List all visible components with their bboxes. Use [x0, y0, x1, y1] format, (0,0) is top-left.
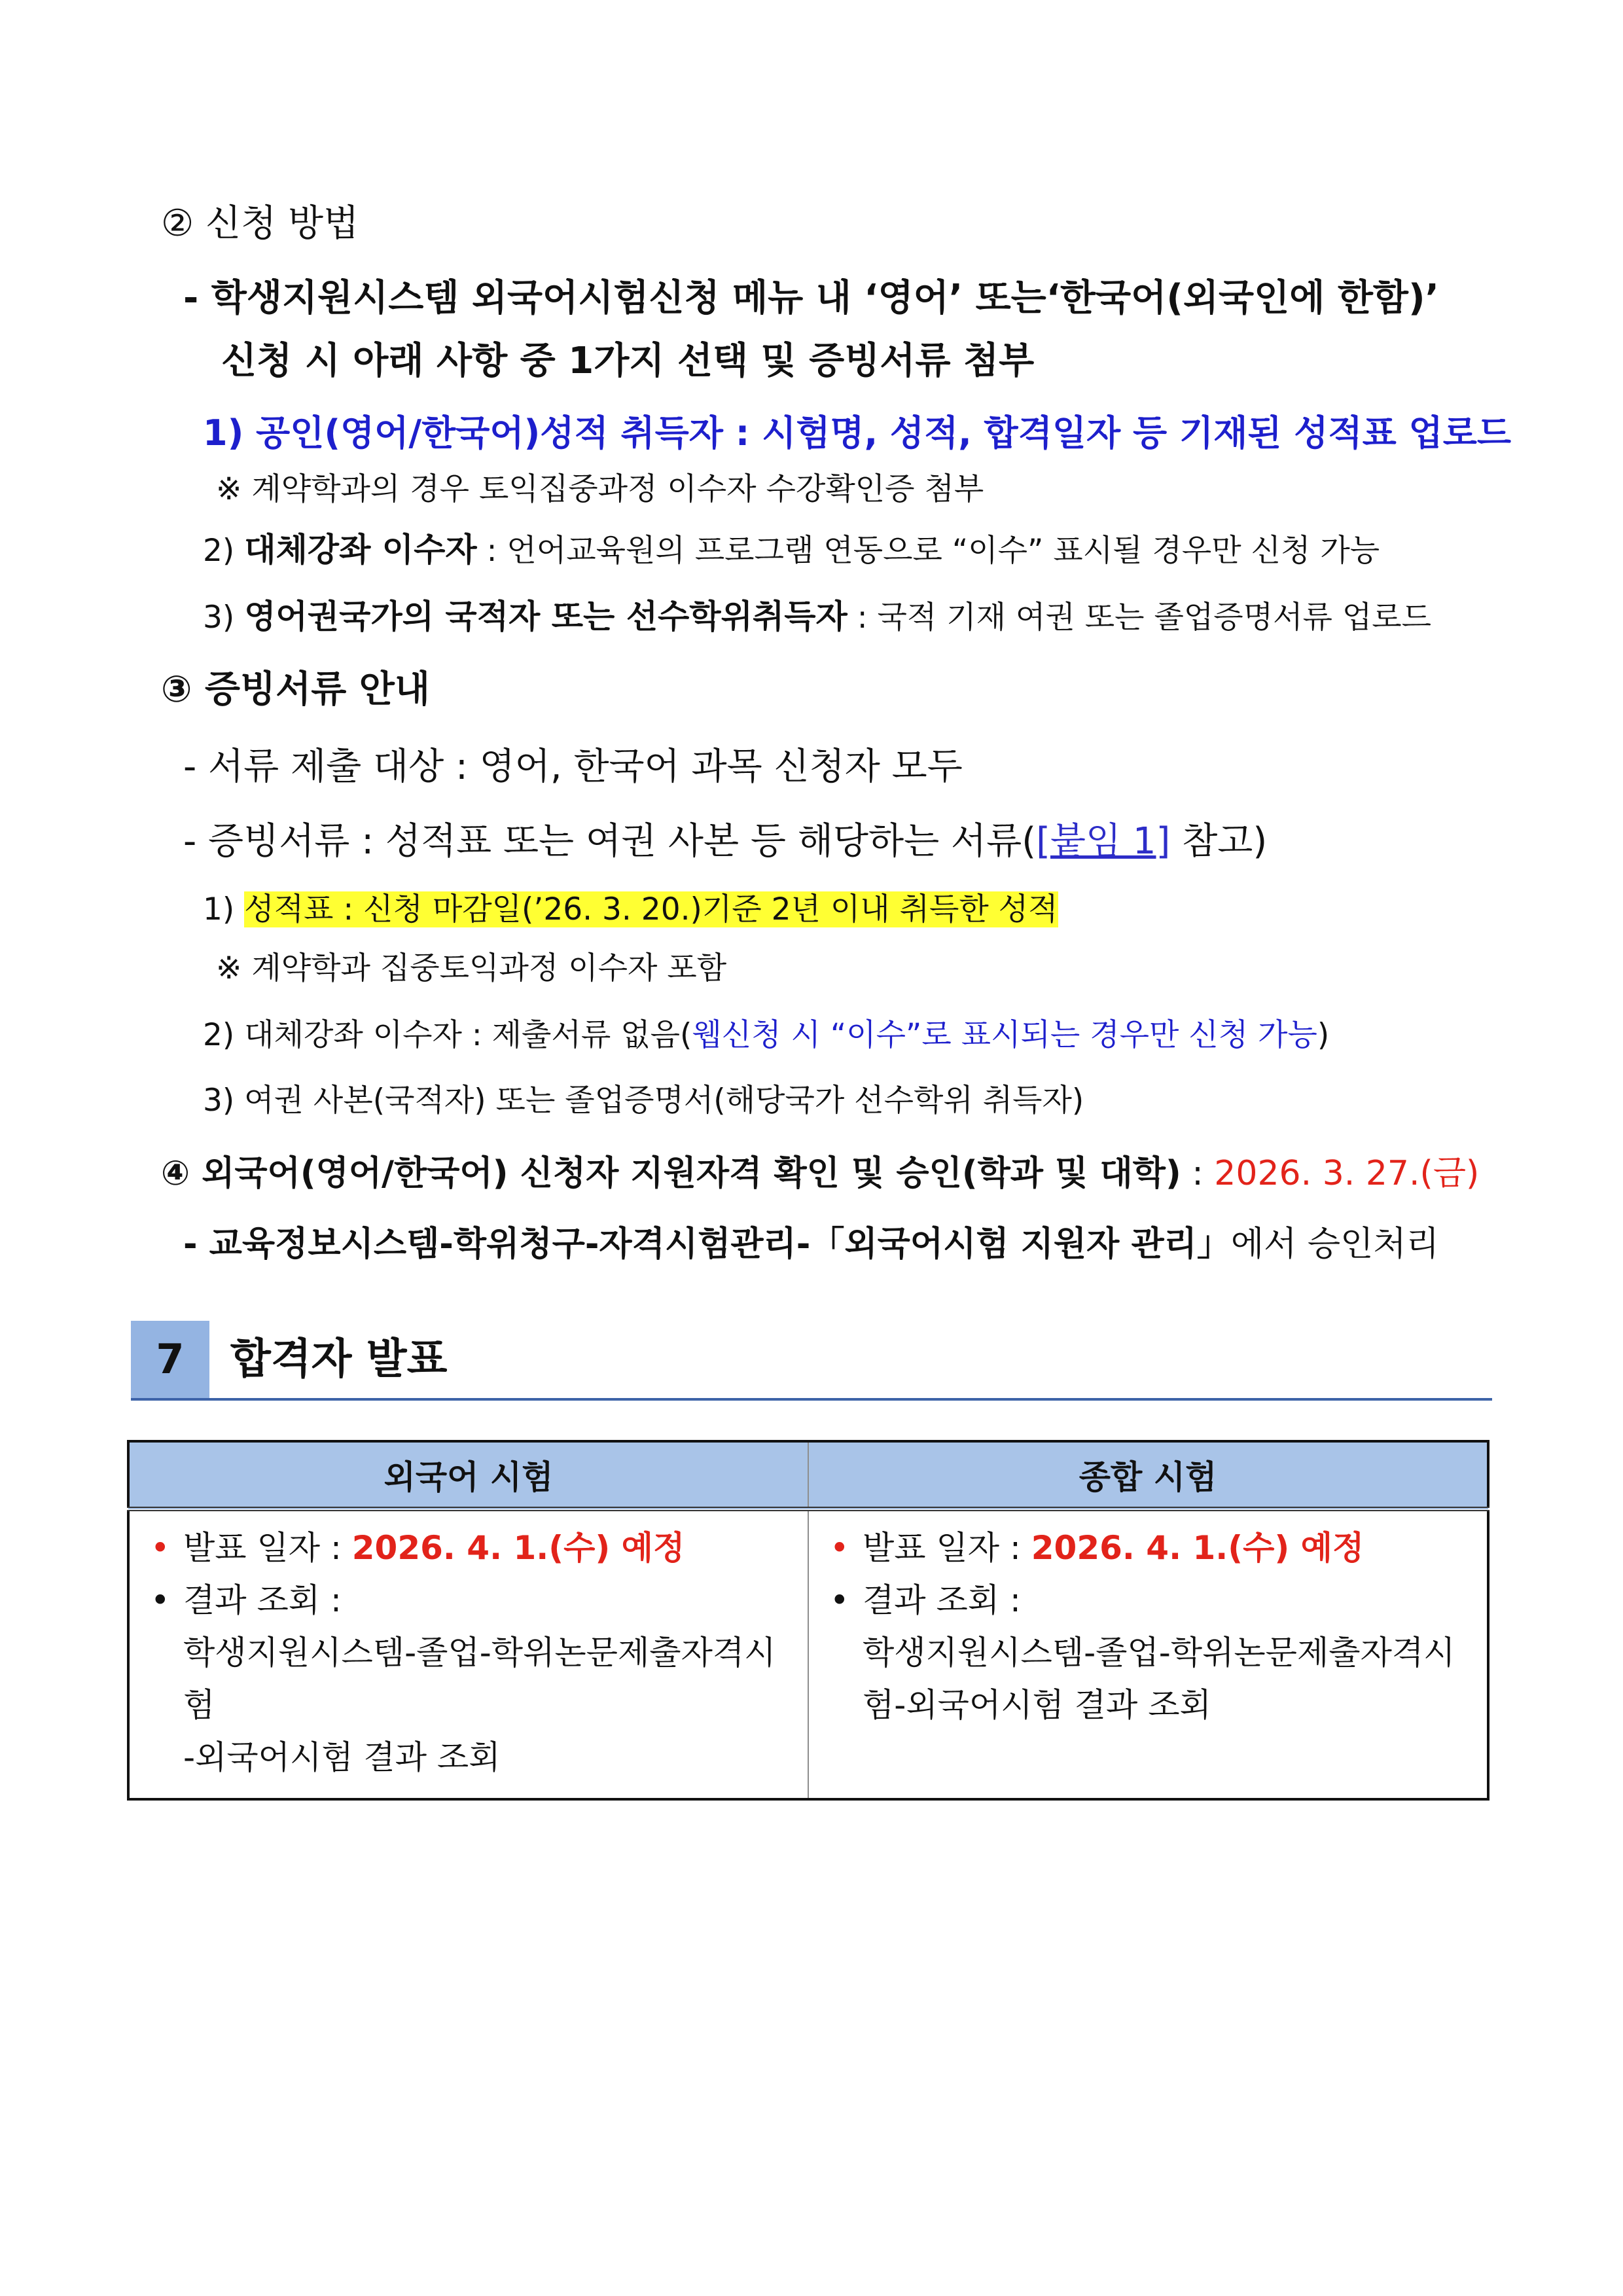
comprehensive-exam-cell — [808, 1509, 1488, 1800]
sub-heading-approval: ④ 외국어(영어/한국어) 신청자 지원자격 확인 및 승인(학과 및 대학) : 2026. 3. 27.(금) — [161, 1154, 1480, 1193]
section-7-heading — [131, 1321, 1492, 1401]
result-path-line-2: -외국어시험 결과 조회 — [183, 1738, 501, 1776]
document-3-passport: 3) 여권 사본(국적자) 또는 졸업증명서(해당국가 선수학위 취득자) — [203, 1083, 1084, 1119]
documents-type-line: - 증빙서류 : 성적표 또는 여권 사본 등 해당하는 서류([붙임 1] 참고) — [183, 820, 1268, 863]
documents-target-line: - 서류 제출 대상 : 영어, 한국어 과목 신청자 모두 — [183, 745, 963, 788]
apply-method-line-1: - 학생지원시스템 외국어시험신청 메뉴 내 ‘영어’ 또는‘한국어(외국인에 한함)’ — [183, 277, 1439, 319]
note-contract-toeic: ※ 계약학과 집중토익과정 이수자 포함 — [216, 950, 727, 986]
sub-heading-documents: ③ 증빙서류 안내 — [161, 668, 430, 711]
sub-heading-apply-method: ② 신청 방법 — [161, 202, 359, 245]
approval-path-line: - 교육정보시스템-학위청구-자격시험관리-「외국어시험 지원자 관리」에서 승인처리 — [183, 1225, 1439, 1264]
attachment-1-link[interactable]: [붙임 1] — [1036, 820, 1171, 863]
header-foreign-language-exam: 외국어 시험 — [128, 1441, 808, 1509]
document-1-score-report: 1) 성적표 : 신청 마감일(’26. 3. 20.)기준 2년 이내 취득한 성적 — [203, 891, 1058, 927]
result-path-line-1: 학생지원시스템-졸업-학위논문제출자격시 — [863, 1634, 1455, 1672]
announcement-table — [127, 1440, 1489, 1801]
table-row — [128, 1509, 1488, 1800]
option-2-substitute-course: 2) 대체강좌 이수자 : 언어교육원의 프로그램 연동으로 “이수” 표시될 경우만 신청 가능 — [203, 531, 1380, 569]
result-lookup-item: • 결과 조회 : — [145, 1574, 792, 1626]
foreign-language-exam-cell — [128, 1509, 808, 1800]
option-1-official-score: 1) 공인(영어/한국어)성적 취득자 : 시험명, 성적, 합격일자 등 기재된 성적표 업로드 — [203, 412, 1512, 454]
result-path-line-1: 학생지원시스템-졸업-학위논문제출자격시험 — [183, 1634, 776, 1724]
result-path-line-2: 험-외국어시험 결과 조회 — [863, 1686, 1211, 1724]
option-3-native-country: 3) 영어권국가의 국적자 또는 선수학위취득자 : 국적 기재 여권 또는 졸업증명서류 업로드 — [203, 598, 1432, 636]
apply-method-line-2: 신청 시 아래 사항 중 1가지 선택 및 증빙서류 첨부 — [221, 340, 1035, 382]
announce-date-item: • 발표 일자 : 2026. 4. 1.(수) 예정 — [825, 1522, 1471, 1574]
section-number-badge: 7 — [131, 1321, 209, 1398]
note-contract-dept: ※ 계약학과의 경우 토익집중과정 이수자 수강확인증 첨부 — [216, 471, 984, 507]
section-title: 합격자 발표 — [230, 1335, 448, 1384]
announce-date-item: • 발표 일자 : 2026. 4. 1.(수) 예정 — [145, 1522, 792, 1574]
approval-date: 2026. 3. 27.(금) — [1214, 1154, 1480, 1193]
table-header-row — [128, 1441, 1488, 1509]
document-2-substitute: 2) 대체강좌 이수자 : 제출서류 없음(웹신청 시 “이수”로 표시되는 경우만 신청 가능) — [203, 1017, 1330, 1053]
header-comprehensive-exam: 종합 시험 — [808, 1441, 1488, 1509]
result-lookup-item: • 결과 조회 : — [825, 1574, 1471, 1626]
highlighted-deadline-text: 성적표 : 신청 마감일(’26. 3. 20.)기준 2년 이내 취득한 성적 — [244, 891, 1058, 927]
